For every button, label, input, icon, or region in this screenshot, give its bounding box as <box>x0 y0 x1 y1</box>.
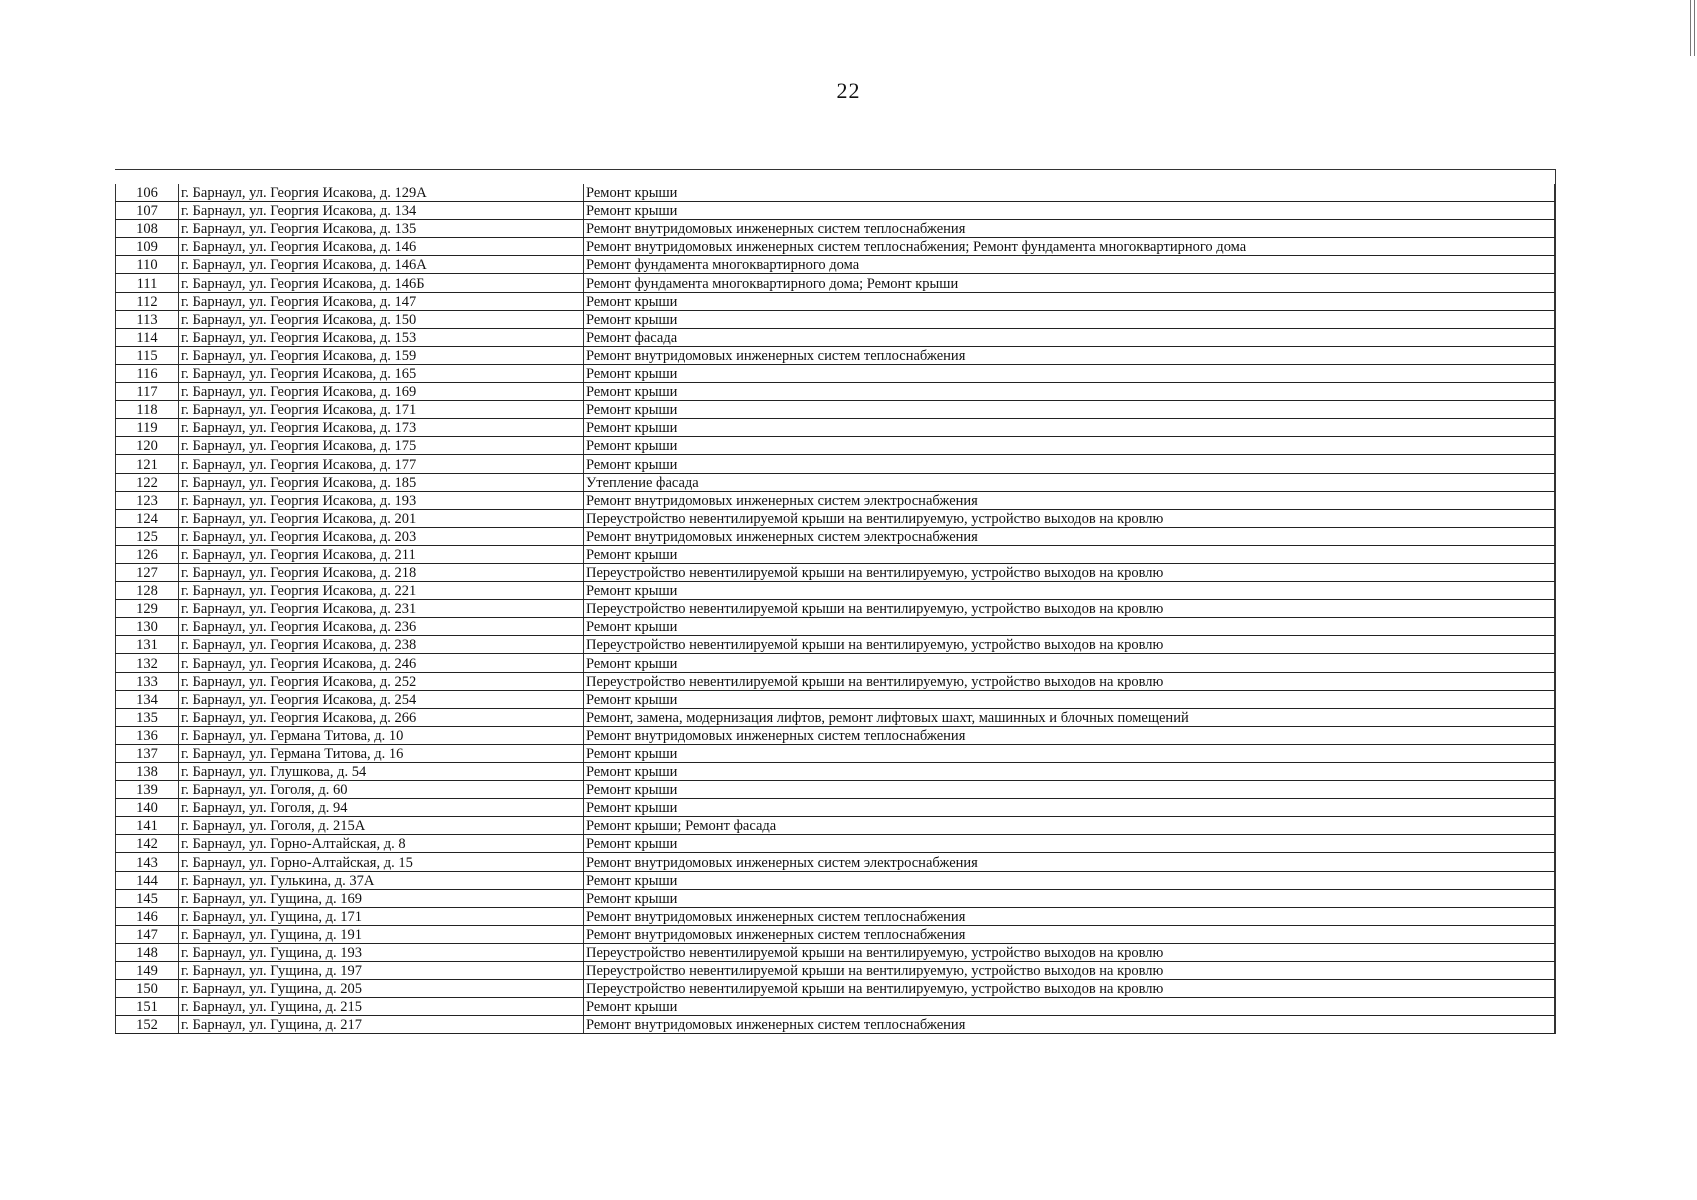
address-cell: г. Барнаул, ул. Гущина, д. 217 <box>179 1016 584 1034</box>
address-cell: г. Барнаул, ул. Гоголя, д. 60 <box>179 781 584 799</box>
work-type-cell: Ремонт внутридомовых инженерных систем теплоснабжения <box>584 220 1555 238</box>
address-cell: г. Барнаул, ул. Георгия Исакова, д. 171 <box>179 401 584 419</box>
table-row <box>116 184 1555 202</box>
table-row <box>116 618 1555 636</box>
row-number-cell: 137 <box>116 744 179 762</box>
row-number-cell: 120 <box>116 437 179 455</box>
table-row <box>116 600 1555 618</box>
row-number-cell: 118 <box>116 401 179 419</box>
address-cell: г. Барнаул, ул. Гущина, д. 193 <box>179 943 584 961</box>
table-row <box>116 346 1555 364</box>
address-cell: г. Барнаул, ул. Георгия Исакова, д. 150 <box>179 310 584 328</box>
row-number-cell: 111 <box>116 274 179 292</box>
work-type-cell: Ремонт крыши <box>584 582 1555 600</box>
table-row <box>116 274 1555 292</box>
work-type-cell: Ремонт внутридомовых инженерных систем электроснабжения <box>584 491 1555 509</box>
work-type-cell: Переустройство невентилируемой крыши на вентилируемую, устройство выходов на кровлю <box>584 600 1555 618</box>
table-row <box>116 292 1555 310</box>
repair-schedule-table <box>115 184 1555 1034</box>
row-number-cell: 119 <box>116 419 179 437</box>
work-type-cell: Переустройство невентилируемой крыши на вентилируемую, устройство выходов на кровлю <box>584 672 1555 690</box>
work-type-cell: Ремонт внутридомовых инженерных систем электроснабжения <box>584 527 1555 545</box>
scan-edge-mark <box>1690 0 1695 56</box>
address-cell: г. Барнаул, ул. Георгия Исакова, д. 169 <box>179 383 584 401</box>
row-number-cell: 136 <box>116 726 179 744</box>
work-type-cell: Ремонт внутридомовых инженерных систем теплоснабжения <box>584 907 1555 925</box>
table-row <box>116 871 1555 889</box>
work-type-cell: Ремонт крыши <box>584 998 1555 1016</box>
table-row <box>116 799 1555 817</box>
work-type-cell: Ремонт крыши <box>584 184 1555 202</box>
work-type-cell: Ремонт крыши <box>584 401 1555 419</box>
work-type-cell: Ремонт крыши <box>584 690 1555 708</box>
work-type-cell: Переустройство невентилируемой крыши на вентилируемую, устройство выходов на кровлю <box>584 636 1555 654</box>
work-type-cell: Ремонт крыши <box>584 781 1555 799</box>
table-row <box>116 980 1555 998</box>
work-type-cell: Ремонт крыши <box>584 310 1555 328</box>
row-number-cell: 149 <box>116 962 179 980</box>
address-cell: г. Барнаул, ул. Георгия Исакова, д. 185 <box>179 473 584 491</box>
address-cell: г. Барнаул, ул. Георгия Исакова, д. 173 <box>179 419 584 437</box>
address-cell: г. Барнаул, ул. Горно-Алтайская, д. 8 <box>179 835 584 853</box>
table-row <box>116 781 1555 799</box>
table-row <box>116 636 1555 654</box>
table-row <box>116 401 1555 419</box>
table-row <box>116 563 1555 581</box>
table-row <box>116 328 1555 346</box>
row-number-cell: 128 <box>116 582 179 600</box>
work-type-cell: Ремонт крыши <box>584 871 1555 889</box>
row-number-cell: 117 <box>116 383 179 401</box>
table-row <box>116 582 1555 600</box>
work-type-cell: Ремонт крыши <box>584 437 1555 455</box>
work-type-cell: Ремонт внутридомовых инженерных систем теплоснабжения; Ремонт фундамента многоквартирного дома <box>584 238 1555 256</box>
row-number-cell: 139 <box>116 781 179 799</box>
work-type-cell: Ремонт крыши <box>584 383 1555 401</box>
table-body <box>116 184 1555 1034</box>
row-number-cell: 135 <box>116 708 179 726</box>
address-cell: г. Барнаул, ул. Георгия Исакова, д. 134 <box>179 202 584 220</box>
row-number-cell: 107 <box>116 202 179 220</box>
address-cell: г. Барнаул, ул. Германа Титова, д. 16 <box>179 744 584 762</box>
table-row <box>116 1016 1555 1034</box>
address-cell: г. Барнаул, ул. Георгия Исакова, д. 177 <box>179 455 584 473</box>
row-number-cell: 129 <box>116 600 179 618</box>
row-number-cell: 124 <box>116 509 179 527</box>
table-row <box>116 256 1555 274</box>
work-type-cell: Переустройство невентилируемой крыши на вентилируемую, устройство выходов на кровлю <box>584 980 1555 998</box>
row-number-cell: 152 <box>116 1016 179 1034</box>
table-row <box>116 962 1555 980</box>
row-number-cell: 113 <box>116 310 179 328</box>
table-row <box>116 473 1555 491</box>
address-cell: г. Барнаул, ул. Георгия Исакова, д. 231 <box>179 600 584 618</box>
work-type-cell: Ремонт крыши <box>584 618 1555 636</box>
row-number-cell: 151 <box>116 998 179 1016</box>
address-cell: г. Барнаул, ул. Георгия Исакова, д. 252 <box>179 672 584 690</box>
row-number-cell: 127 <box>116 563 179 581</box>
table-row <box>116 419 1555 437</box>
work-type-cell: Ремонт крыши <box>584 455 1555 473</box>
address-cell: г. Барнаул, ул. Георгия Исакова, д. 129А <box>179 184 584 202</box>
work-type-cell: Ремонт фундамента многоквартирного дома <box>584 256 1555 274</box>
table-row <box>116 545 1555 563</box>
address-cell: г. Барнаул, ул. Горно-Алтайская, д. 15 <box>179 853 584 871</box>
address-cell: г. Барнаул, ул. Гоголя, д. 215А <box>179 817 584 835</box>
row-number-cell: 148 <box>116 943 179 961</box>
row-number-cell: 147 <box>116 925 179 943</box>
address-cell: г. Барнаул, ул. Георгия Исакова, д. 159 <box>179 346 584 364</box>
address-cell: г. Барнаул, ул. Георгия Исакова, д. 211 <box>179 545 584 563</box>
address-cell: г. Барнаул, ул. Глушкова, д. 54 <box>179 763 584 781</box>
table-row <box>116 925 1555 943</box>
table-row <box>116 310 1555 328</box>
work-type-cell: Ремонт крыши <box>584 419 1555 437</box>
row-number-cell: 142 <box>116 835 179 853</box>
address-cell: г. Барнаул, ул. Георгия Исакова, д. 175 <box>179 437 584 455</box>
work-type-cell: Ремонт крыши <box>584 654 1555 672</box>
row-number-cell: 150 <box>116 980 179 998</box>
table-row <box>116 220 1555 238</box>
table-row <box>116 817 1555 835</box>
work-type-cell: Ремонт крыши <box>584 292 1555 310</box>
work-type-cell: Ремонт внутридомовых инженерных систем теплоснабжения <box>584 1016 1555 1034</box>
address-cell: г. Барнаул, ул. Георгия Исакова, д. 135 <box>179 220 584 238</box>
address-cell: г. Барнаул, ул. Георгия Исакова, д. 236 <box>179 618 584 636</box>
address-cell: г. Барнаул, ул. Георгия Исакова, д. 146 <box>179 238 584 256</box>
address-cell: г. Барнаул, ул. Германа Титова, д. 10 <box>179 726 584 744</box>
address-cell: г. Барнаул, ул. Георгия Исакова, д. 203 <box>179 527 584 545</box>
row-number-cell: 131 <box>116 636 179 654</box>
row-number-cell: 125 <box>116 527 179 545</box>
table-row <box>116 744 1555 762</box>
row-number-cell: 146 <box>116 907 179 925</box>
table-row <box>116 943 1555 961</box>
address-cell: г. Барнаул, ул. Георгия Исакова, д. 221 <box>179 582 584 600</box>
work-type-cell: Ремонт крыши <box>584 202 1555 220</box>
table-row <box>116 509 1555 527</box>
work-type-cell: Ремонт крыши <box>584 744 1555 762</box>
address-cell: г. Барнаул, ул. Гущина, д. 169 <box>179 889 584 907</box>
row-number-cell: 143 <box>116 853 179 871</box>
work-type-cell: Ремонт крыши <box>584 835 1555 853</box>
row-number-cell: 122 <box>116 473 179 491</box>
row-number-cell: 114 <box>116 328 179 346</box>
row-number-cell: 141 <box>116 817 179 835</box>
address-cell: г. Барнаул, ул. Георгия Исакова, д. 153 <box>179 328 584 346</box>
table-row <box>116 907 1555 925</box>
work-type-cell: Утепление фасада <box>584 473 1555 491</box>
table-row <box>116 853 1555 871</box>
work-type-cell: Переустройство невентилируемой крыши на вентилируемую, устройство выходов на кровлю <box>584 943 1555 961</box>
row-number-cell: 116 <box>116 364 179 382</box>
row-number-cell: 121 <box>116 455 179 473</box>
row-number-cell: 130 <box>116 618 179 636</box>
row-number-cell: 123 <box>116 491 179 509</box>
address-cell: г. Барнаул, ул. Гущина, д. 191 <box>179 925 584 943</box>
address-cell: г. Барнаул, ул. Гущина, д. 197 <box>179 962 584 980</box>
page-number: 22 <box>836 78 861 103</box>
table-row <box>116 455 1555 473</box>
address-cell: г. Барнаул, ул. Георгия Исакова, д. 193 <box>179 491 584 509</box>
row-number-cell: 109 <box>116 238 179 256</box>
row-number-cell: 138 <box>116 763 179 781</box>
work-type-cell: Ремонт внутридомовых инженерных систем электроснабжения <box>584 853 1555 871</box>
address-cell: г. Барнаул, ул. Георгия Исакова, д. 218 <box>179 563 584 581</box>
address-cell: г. Барнаул, ул. Гущина, д. 215 <box>179 998 584 1016</box>
table-row <box>116 708 1555 726</box>
work-type-cell: Ремонт внутридомовых инженерных систем теплоснабжения <box>584 925 1555 943</box>
row-number-cell: 134 <box>116 690 179 708</box>
row-number-cell: 115 <box>116 346 179 364</box>
row-number-cell: 106 <box>116 184 179 202</box>
repair-schedule-table-frame <box>115 169 1556 1034</box>
table-row <box>116 491 1555 509</box>
address-cell: г. Барнаул, ул. Георгия Исакова, д. 246 <box>179 654 584 672</box>
address-cell: г. Барнаул, ул. Гулькина, д. 37А <box>179 871 584 889</box>
address-cell: г. Барнаул, ул. Георгия Исакова, д. 201 <box>179 509 584 527</box>
table-row <box>116 690 1555 708</box>
work-type-cell: Ремонт крыши <box>584 889 1555 907</box>
work-type-cell: Ремонт внутридомовых инженерных систем теплоснабжения <box>584 346 1555 364</box>
table-row <box>116 654 1555 672</box>
address-cell: г. Барнаул, ул. Георгия Исакова, д. 147 <box>179 292 584 310</box>
row-number-cell: 133 <box>116 672 179 690</box>
address-cell: г. Барнаул, ул. Георгия Исакова, д. 266 <box>179 708 584 726</box>
address-cell: г. Барнаул, ул. Георгия Исакова, д. 238 <box>179 636 584 654</box>
table-row <box>116 383 1555 401</box>
row-number-cell: 126 <box>116 545 179 563</box>
address-cell: г. Барнаул, ул. Георгия Исакова, д. 254 <box>179 690 584 708</box>
work-type-cell: Переустройство невентилируемой крыши на вентилируемую, устройство выходов на кровлю <box>584 962 1555 980</box>
work-type-cell: Ремонт крыши <box>584 799 1555 817</box>
work-type-cell: Ремонт, замена, модернизация лифтов, ремонт лифтовых шахт, машинных и блочных помещений <box>584 708 1555 726</box>
table-row <box>116 763 1555 781</box>
row-number-cell: 112 <box>116 292 179 310</box>
address-cell: г. Барнаул, ул. Гоголя, д. 94 <box>179 799 584 817</box>
address-cell: г. Барнаул, ул. Георгия Исакова, д. 146А <box>179 256 584 274</box>
work-type-cell: Ремонт крыши <box>584 763 1555 781</box>
table-row <box>116 238 1555 256</box>
row-number-cell: 108 <box>116 220 179 238</box>
work-type-cell: Ремонт фасада <box>584 328 1555 346</box>
table-row <box>116 437 1555 455</box>
work-type-cell: Ремонт фундамента многоквартирного дома; Ремонт крыши <box>584 274 1555 292</box>
work-type-cell: Ремонт крыши <box>584 364 1555 382</box>
table-row <box>116 889 1555 907</box>
address-cell: г. Барнаул, ул. Георгия Исакова, д. 146Б <box>179 274 584 292</box>
table-row <box>116 364 1555 382</box>
work-type-cell: Ремонт внутридомовых инженерных систем теплоснабжения <box>584 726 1555 744</box>
table-row <box>116 202 1555 220</box>
table-row <box>116 998 1555 1016</box>
address-cell: г. Барнаул, ул. Гущина, д. 205 <box>179 980 584 998</box>
address-cell: г. Барнаул, ул. Гущина, д. 171 <box>179 907 584 925</box>
row-number-cell: 110 <box>116 256 179 274</box>
address-cell: г. Барнаул, ул. Георгия Исакова, д. 165 <box>179 364 584 382</box>
row-number-cell: 140 <box>116 799 179 817</box>
row-number-cell: 132 <box>116 654 179 672</box>
work-type-cell: Ремонт крыши; Ремонт фасада <box>584 817 1555 835</box>
row-number-cell: 145 <box>116 889 179 907</box>
table-row <box>116 726 1555 744</box>
work-type-cell: Переустройство невентилируемой крыши на вентилируемую, устройство выходов на кровлю <box>584 563 1555 581</box>
work-type-cell: Переустройство невентилируемой крыши на вентилируемую, устройство выходов на кровлю <box>584 509 1555 527</box>
table-row <box>116 527 1555 545</box>
table-row <box>116 672 1555 690</box>
row-number-cell: 144 <box>116 871 179 889</box>
table-row <box>116 835 1555 853</box>
work-type-cell: Ремонт крыши <box>584 545 1555 563</box>
